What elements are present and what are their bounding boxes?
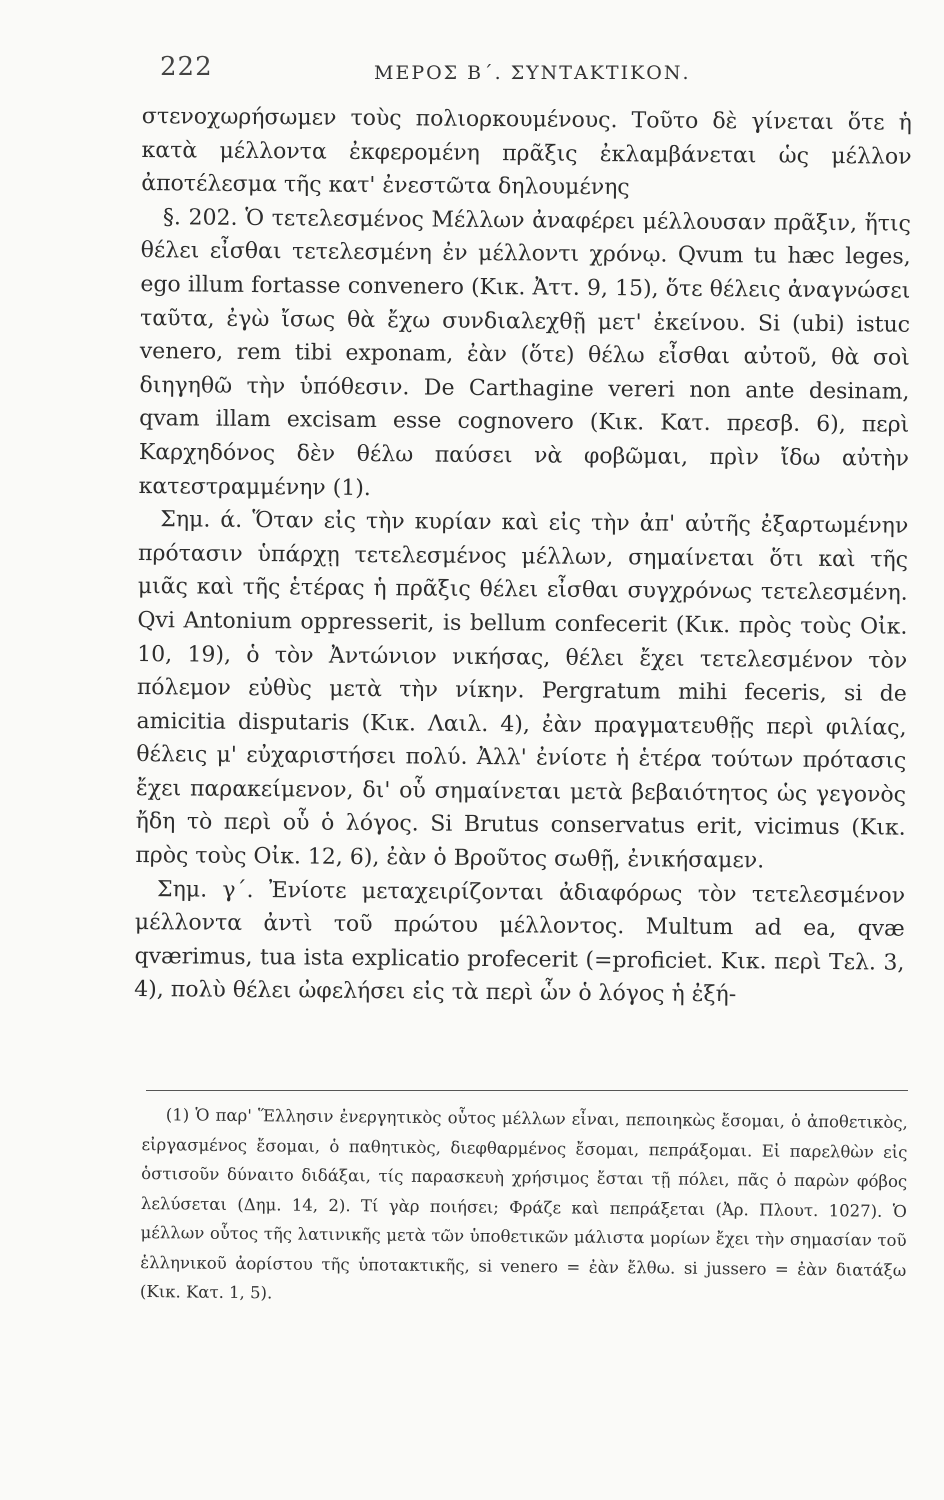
footnote-divider [146,1090,908,1091]
section-202-paragraph: §. 202. Ὁ τετελεσμένος Μέλλων ἀναφέρει μέλλουσαν πρᾶξιν, ἥτις θέλει εἶσθαι τετελεσμένη ἐν μέλλοντι χρόνῳ. Qvum tu hæc leges, ego illum fortasse convenero (Κικ. Ἀττ. 9, 15), ὅτε θέλεις ἀναγνώσει ταῦτα, ἐγὼ ἴσως θὰ ἔχω συνδιαλεχθῇ μετ' ἐκείνου. Si (ubi) istuc venero, rem tibi exponam, ἐὰν (ὅτε) θέλω εἶσθαι αὐτοῦ, θὰ σοὶ διηγηθῶ τὴν ὑπόθεσιν. De Carthagine vereri non ante desinam, qvam illam excisam esse cognovero (Κικ. Κατ. πρεσβ. 6), περὶ Καρχηδόνος δὲν θέλω παύσει νὰ φοβῶμαι, πρὶν ἴδω αὐτὴν κατεστραμμένην (1). [138,204,912,501]
paragraph-continuation: στενοχωρήσωμεν τοὺς πολιορκουμένους. Τοῦτο δὲ γίνεται ὅτε ἡ κατὰ μέλλοντα ἐκφερομένη πρᾶξις ἐκλαμβάνεται ὡς μέλλον ἀποτέλεσμα τῆς κατ' ἐνεστῶτα δηλουμένης [141,103,912,201]
note-a-paragraph: Σημ. ά. Ὅταν εἰς τὴν κυρίαν καὶ εἰς τὴν ἀπ' αὐτῆς ἐξαρτωμένην πρότασιν ὑπάρχῃ τετελεσμένος μέλλων, σημαίνεται ὅτι καὶ τῆς μιᾶς καὶ τῆς ἑτέρας ἡ πρᾶξις θέλει εἶσθαι συγχρόνως τετελεσμένη. Qvi Antonium oppresserit, is bellum confecerit (Κικ. πρὸς τοὺς Οἰκ. 10, 19), ὁ τὸν Ἀντώνιον νικήσας, θέλει ἔχει τετελεσμένον τὸν πόλεμον εὐθὺς μετὰ τὴν νίκην. Pergratum mihi feceris, si de amicitia disputaris (Κικ. Λαιλ. 4), ἐὰν πραγματευθῇς περὶ φιλίας, θέλεις μ' εὐχαριστήσει πολύ. Ἀλλ' ἐνίοτε ἡ ἑτέρα τούτων πρότασις ἔχει παρακείμενον, δι' οὗ σημαίνεται μετὰ βεβαιότητος ὡς γεγονὸς ἤδη τὸ περὶ οὗ ὁ λόγος. Si Brutus conservatus erit, vicimus (Κικ. πρὸς τοὺς Οἰκ. 12, 6), ἐὰν ὁ Βροῦτος σωθῇ, ἐνικήσαμεν. [135,507,909,874]
page-header [160,52,920,92]
page-number: 222 [160,52,213,82]
footnotes [140,1100,908,1315]
main-text [134,100,912,1014]
running-head: ΜΕΡΟΣ Β΄. ΣΥΝΤΑΚΤΙΚΟΝ. [374,62,691,84]
note-c-paragraph: Σημ. γ΄. Ἐνίοτε μεταχειρίζονται ἀδιαφόρως τὸν τετελεσμένον μέλλοντα ἀντὶ τοῦ πρώτου μέλλοντος. Multum ad ea, qvæ qværimus, tua ista explicatio profecerit (=proficiet. Κικ. περὶ Τελ. 3, 4), πολὺ θέλει ὠφελήσει εἰς τὰ περὶ ὧν ὁ λόγος ἡ ἐξή- [134,876,906,1008]
footnote-1: (1) Ὁ παρ' Ἕλλησιν ἐνεργητικὸς οὗτος μέλλων εἶναι, πεποιηκὼς ἔσομαι, ὁ ἀποθετικὸς, εἰργασμένος ἔσομαι, ὁ παθητικὸς, διεφθαρμένος ἔσομαι, πεπράξομαι. Εἰ παρελθὼν εἰς ὁστισοῦν δύναιτο διδάξαι, τίς παρασκευὴ χρήσιμος ἔσται τῇ πόλει, πᾶς ὁ παρὼν φόβος λελύσεται (Δημ. 14, 2). Τί γὰρ ποιήσει; Φράζε καὶ πεπράξεται (Ἀρ. Πλουτ. 1027). Ὁ μέλλων οὗτος τῆς λατινικῆς μετὰ τῶν ὑποθετικῶν μάλιστα μορίων ἔχει τὴν σημασίαν τοῦ ἑλληνικοῦ ἀορίστου τῆς ὑποτακτικῆς, si venero = ἐὰν ἔλθω. si jussero = ἐὰν διατάξω (Κικ. Κατ. 1, 5). [139,1105,908,1303]
